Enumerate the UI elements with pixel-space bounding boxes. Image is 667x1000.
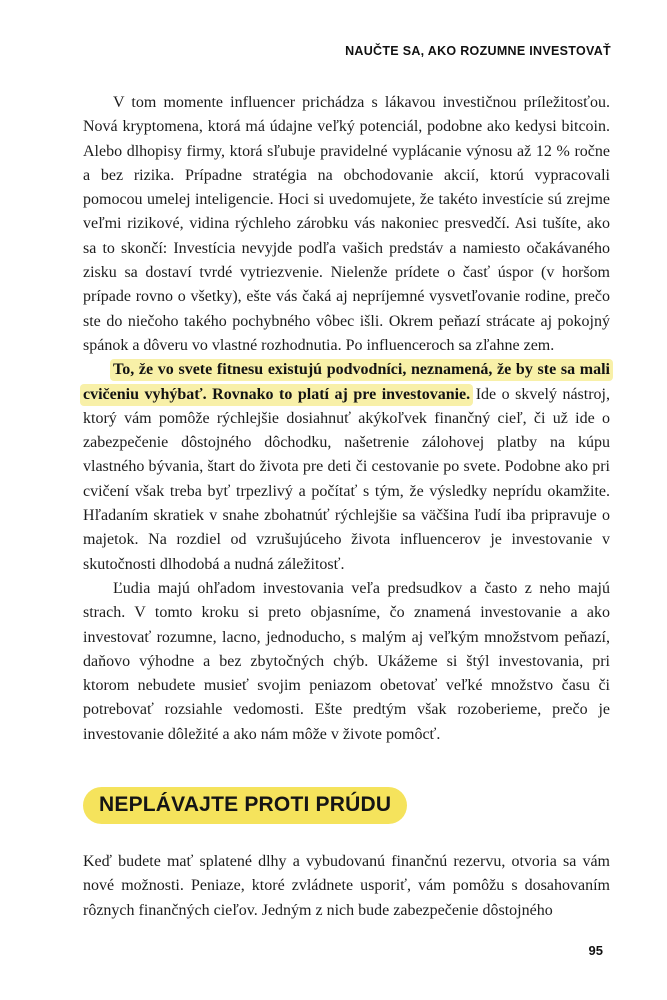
running-header: NAUČTE SA, AKO ROZUMNE INVESTOVAŤ bbox=[345, 44, 611, 58]
section-heading bbox=[83, 787, 610, 824]
page-number: 95 bbox=[588, 943, 603, 958]
paragraph bbox=[83, 358, 610, 577]
section-block bbox=[83, 787, 610, 923]
text-segment: Ide o skvelý nástroj, ktorý vám pomôže rýchlejšie dosiahnuť akýkoľvek finančný cieľ, či už ide o zabezpečenie dôstojného dôchodku, našetrenie zálohovej platby na kúpu vlastného bývania, štart do života pre deti či cestovanie po svete. Podobne ako pri cvičení však treba byť trpezlivý a počítať s tým, že výsledky neprídu okamžite. Hľadaním skratiek v snahe zbohatnúť rýchlejšie sa väčšina ľudí iba pripravuje o majetok. Na rozdiel od vzrušujúceho života influencerov je investovanie v skutočnosti dlhodobá a nudná záležitosť. bbox=[83, 385, 611, 573]
text-segment: Keď budete mať splatené dlhy a vybudovanú finančnú rezervu, otvoria sa vám nové možnosti. Peniaze, ktoré zvládnete usporiť, vám pomôžu s dosahovaním rôznych finančných cieľov. Jedným z nich bude zabezpečenie dôstojného bbox=[83, 853, 610, 919]
paragraph bbox=[83, 91, 610, 358]
text-segment: V tom momente influencer prichádza s lákavou investičnou príležitosťou. Nová kryptomena, ktorá má údajne veľký potenciál, podobne ako kedysi bitcoin. Alebo dlhopisy firmy, ktorá sľubuje pravidelné vyplácanie výnosu až 12 % ročne a bez rizika. Prípadne stratégia na obchodovanie akcií, ktorú vypracovali pomocou umelej inteligencie. Hoci si uvedomujete, že takéto investície sú zrejme veľmi rizikové, vidina rýchleho zárobku vás nakoniec presvedčí. Asi tušíte, ako sa to skončí: Investícia nevyjde podľa vašich predstáv a namiesto očakávaného zisku sa dostaví tvrdé vytriezvenie. Nielenže prídete o časť úspor (v horšom prípade rovno o všetky), ešte vás čaká aj nepríjemné vysvetľovanie rodine, prečo ste do niečoho takého pochybného vôbec išli. Okrem peňazí strácate aj pokojný spánok a dôveru vo vlastné rozhodnutia. Po influenceroch sa zľahne zem. bbox=[83, 94, 610, 354]
section-heading-highlight: NEPLÁVAJTE PROTI PRÚDU bbox=[83, 787, 407, 824]
body-text-block-after-heading bbox=[83, 850, 610, 923]
paragraph bbox=[83, 577, 610, 747]
paragraph bbox=[83, 850, 610, 923]
text-segment: Ľudia majú ohľadom investovania veľa predsudkov a často z neho majú strach. V tomto kroku si preto objasníme, čo znamená investovanie a ako investovať rozumne, lacno, jednoducho, s malým aj veľkým množstvom peňazí, daňovo výhodne a bez zbytočných chýb. Ukážeme si štýl investovania, pri ktorom nebudete musieť svojim peniazom obetovať veľké množstvo času či potrebovať rozsiahle vedomosti. Ešte predtým však rozoberieme, prečo je investovanie dôležité a ako nám môže v živote pomôcť. bbox=[83, 579, 610, 743]
body-text-block bbox=[83, 91, 610, 747]
highlighted-sentence: To, že vo svete fitnesu existujú podvodníci, neznamená, že by ste sa mali cvičeniu vyhýbať. Rovnako to platí aj pre investovanie. bbox=[80, 359, 613, 405]
